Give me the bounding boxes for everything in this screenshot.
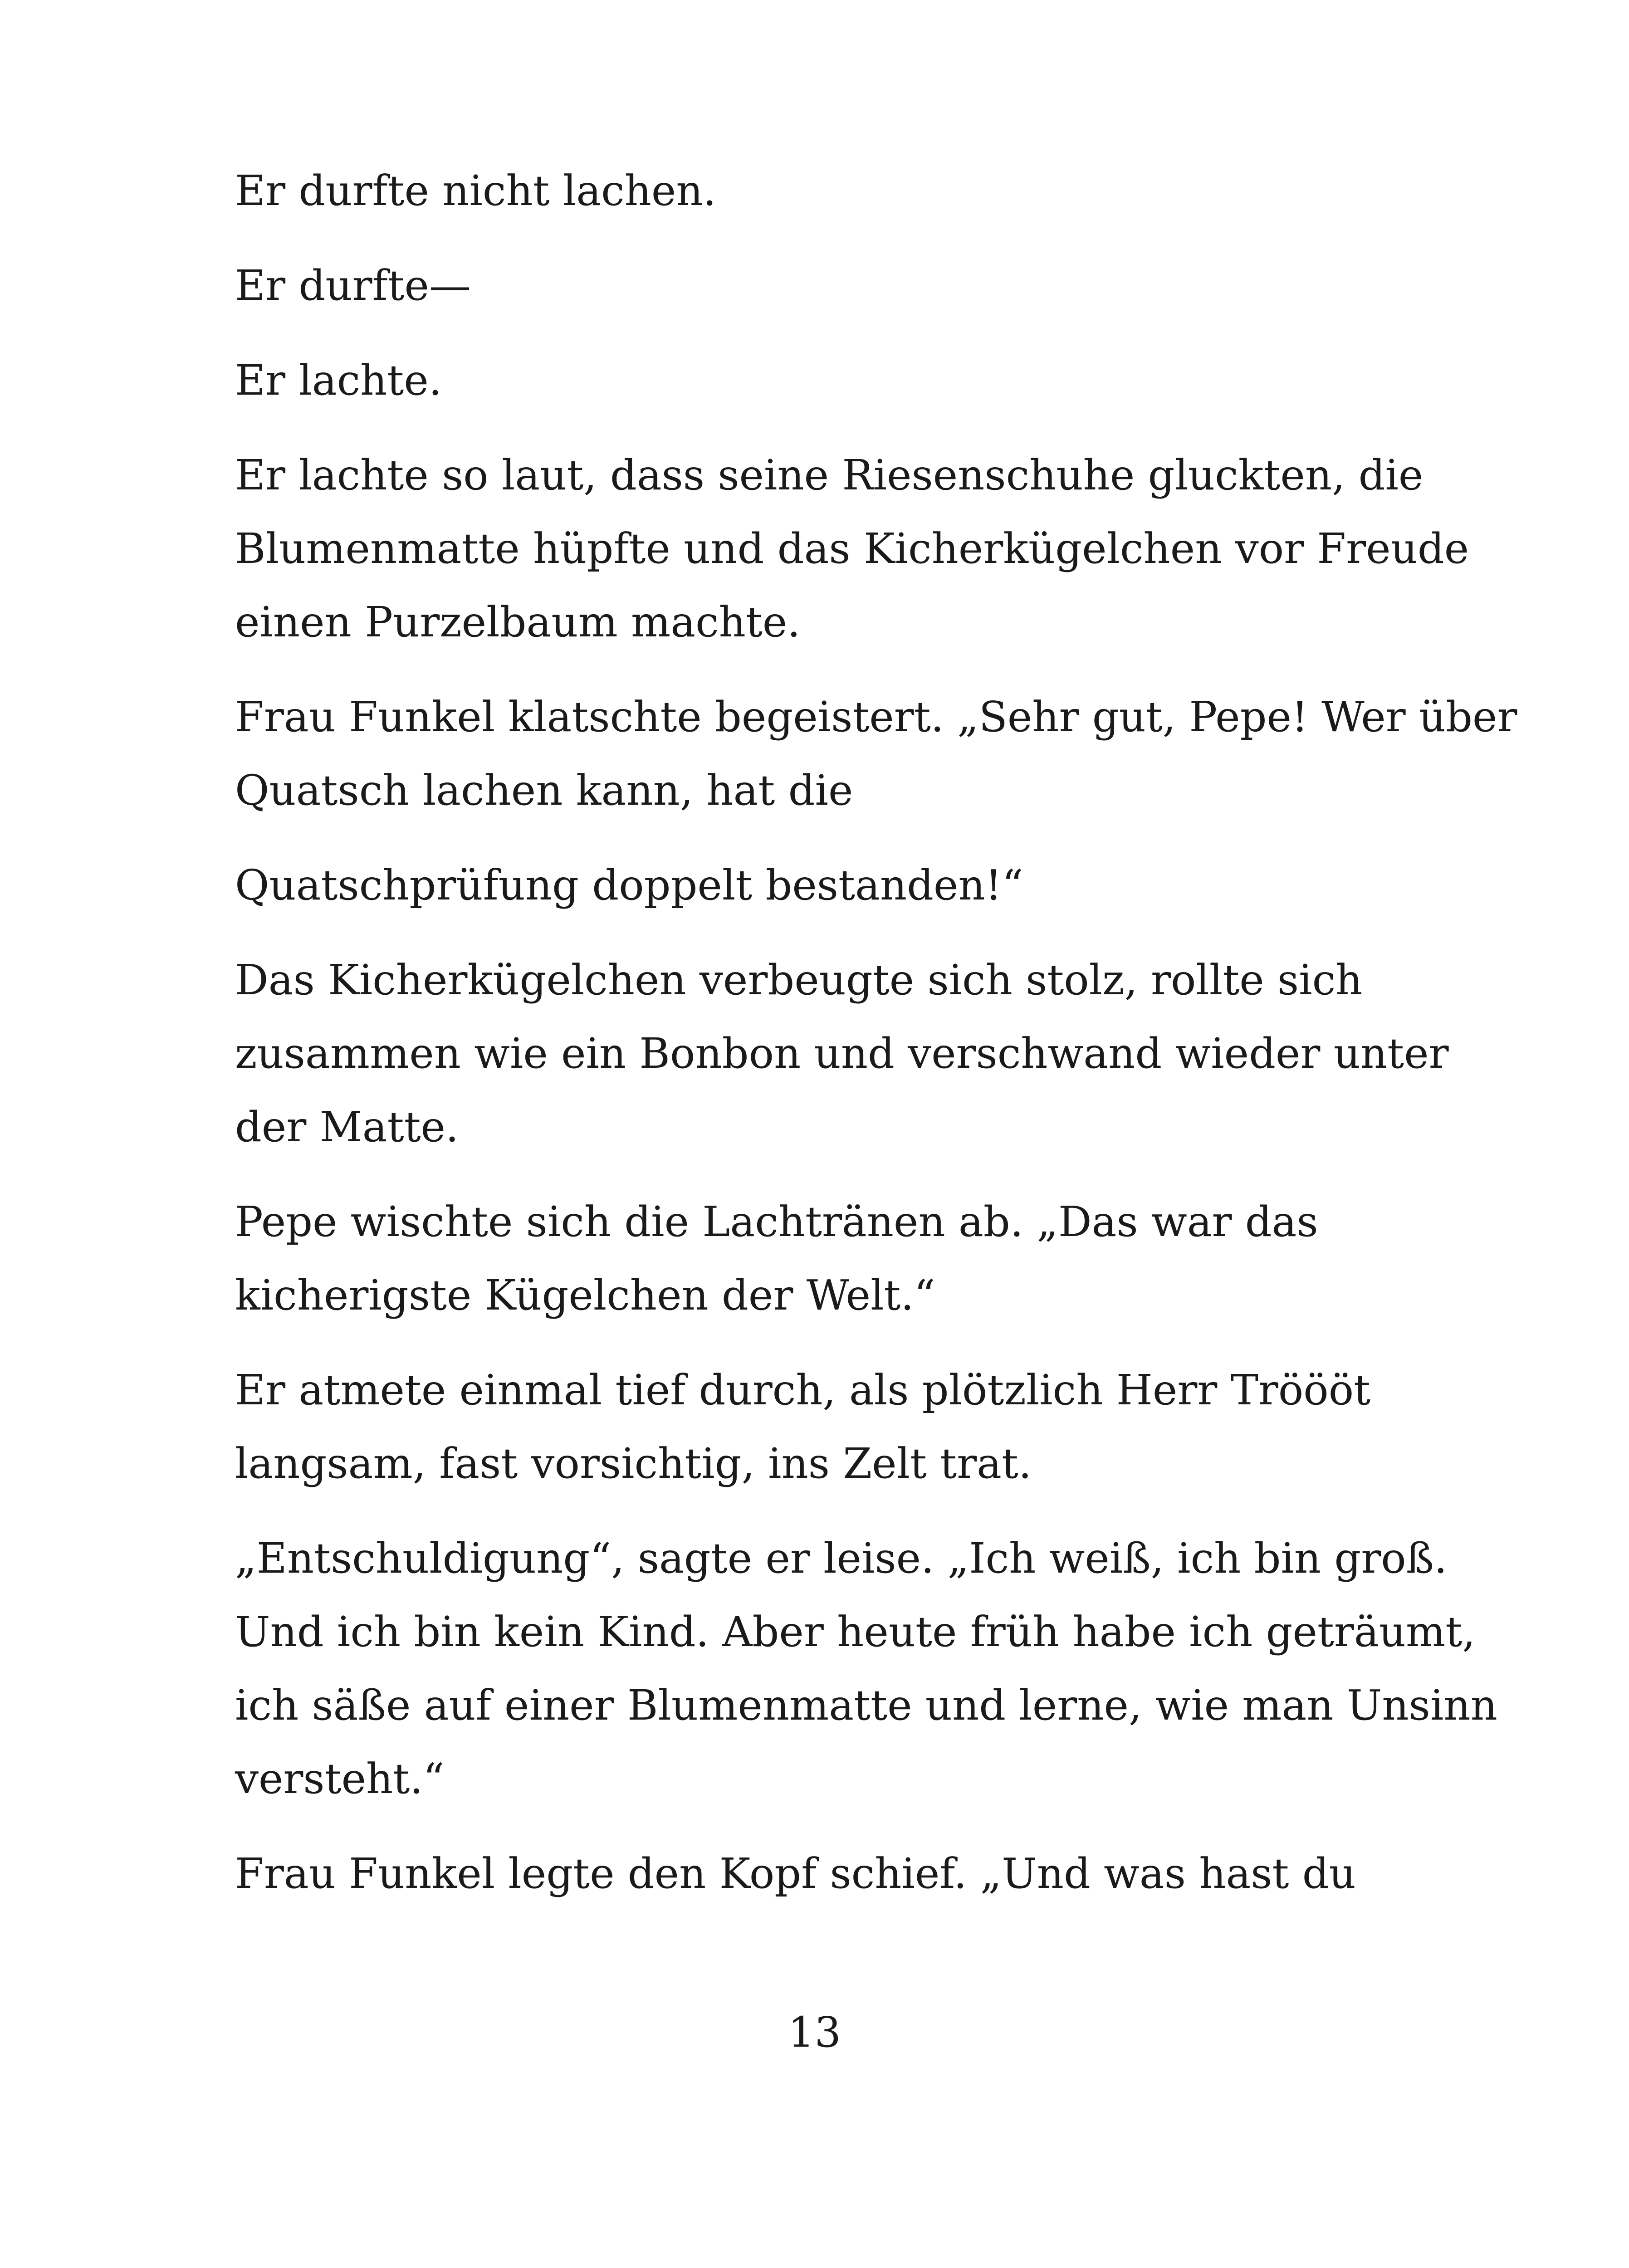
page-number: 13	[788, 2008, 841, 2057]
paragraph	[235, 1354, 1424, 1501]
paragraph	[235, 439, 1469, 659]
text-line: Frau Funkel legte den Kopf schief. „Und was hast du	[235, 1849, 1356, 1898]
text-line: Er durfte nicht lachen.	[235, 166, 716, 215]
text-line: Er lachte so laut, dass seine Riesenschuhe gluckten, die	[235, 451, 1424, 499]
text-line: Blumenmatte hüpfte und das Kicherkügelchen vor Freude	[235, 524, 1469, 573]
text-line: langsam, fast vorsichtig, ins Zelt trat.	[235, 1439, 1032, 1488]
text-line: Quatschprüfung doppelt bestanden!“	[235, 861, 1023, 909]
text-line: Er lachte.	[235, 356, 442, 405]
paragraph	[235, 943, 1449, 1164]
paragraph	[235, 1185, 1424, 1332]
text-line: Das Kicherkügelchen verbeugte sich stolz, rollte sich	[235, 956, 1363, 1004]
text-line: ich säße auf einer Blumenmatte und lerne, wie man Unsinn	[235, 1681, 1497, 1730]
paragraph	[235, 680, 1517, 827]
text-line: „Entschuldigung“, sagte er leise. „Ich weiß, ich bin groß.	[235, 1534, 1448, 1583]
paragraph	[235, 344, 1424, 417]
paragraph	[235, 849, 1424, 922]
text-line: Quatsch lachen kann, hat die	[235, 766, 853, 815]
text-line: einen Purzelbaum machte.	[235, 598, 801, 646]
text-line: Und ich bin kein Kind. Aber heute früh habe ich geträumt,	[235, 1608, 1476, 1656]
paragraph	[235, 154, 1424, 228]
text-line: kicherigste Kügelchen der Welt.“	[235, 1271, 935, 1320]
body-text	[235, 154, 1517, 1932]
paragraph	[235, 1837, 1424, 1911]
text-line: Pepe wischte sich die Lachtränen ab. „Das war das	[235, 1198, 1318, 1246]
paragraph	[235, 1522, 1497, 1816]
text-line: der Matte.	[235, 1103, 459, 1151]
paragraph	[235, 249, 1424, 323]
text-line: zusammen wie ein Bonbon und verschwand wieder unter	[235, 1029, 1449, 1078]
text-line: versteht.“	[235, 1755, 445, 1803]
text-line: Frau Funkel klatschte begeistert. „Sehr gut, Pepe! Wer über	[235, 693, 1517, 741]
text-line: Er durfte—	[235, 261, 471, 310]
text-line: Er atmete einmal tief durch, als plötzlich Herr Tröööt	[235, 1366, 1371, 1414]
